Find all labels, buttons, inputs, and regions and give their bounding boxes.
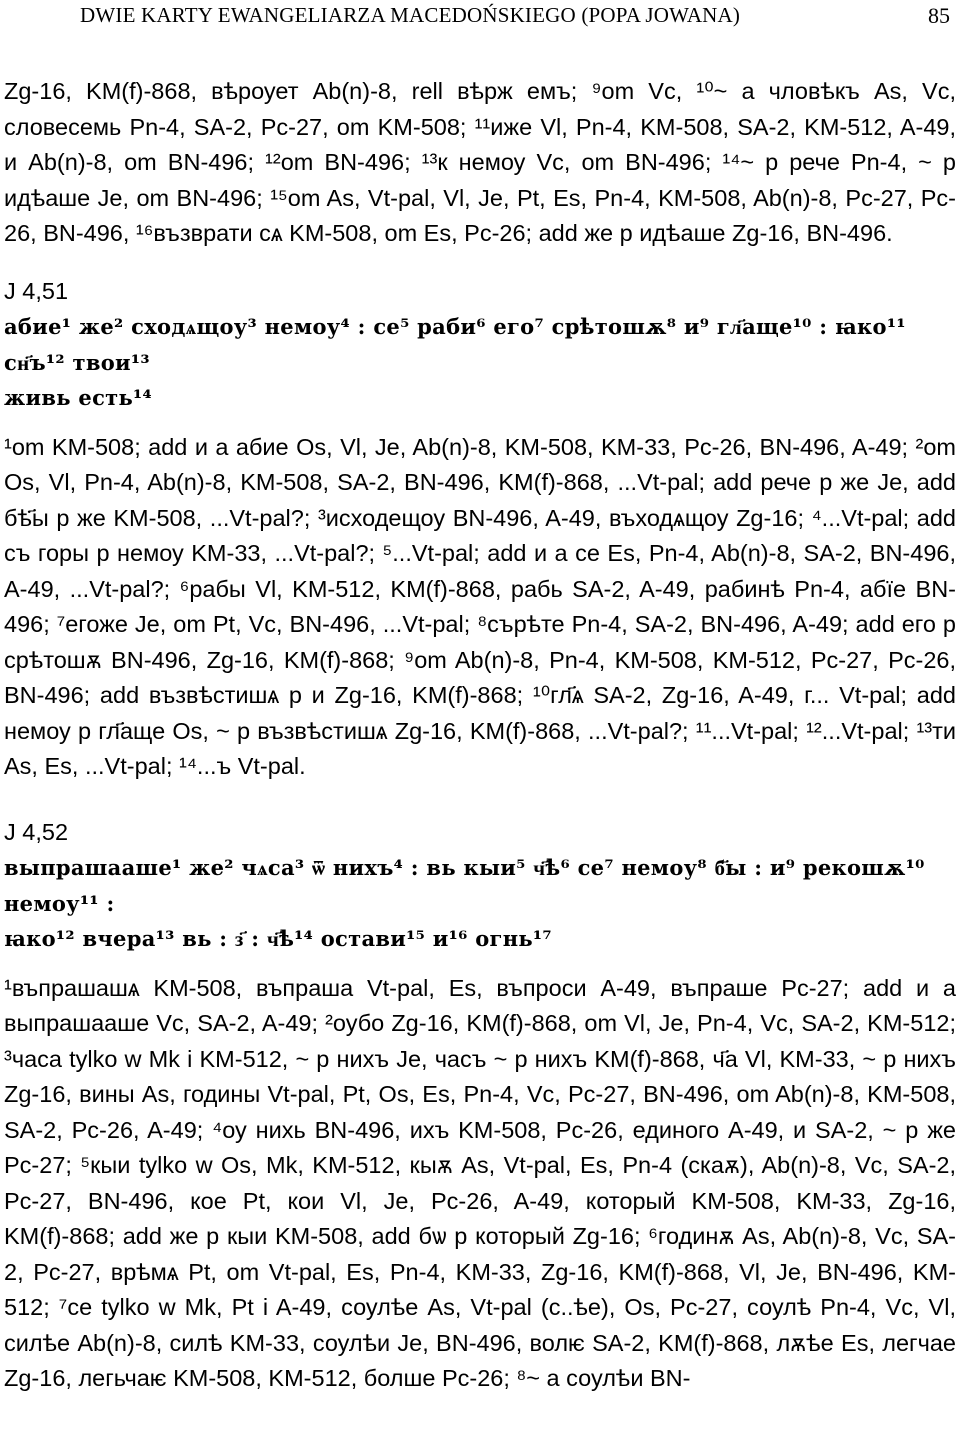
running-title: DWIE KARTY EWANGELIARZA MACEDOŃSKIEGO (POPA JOWANA) <box>80 3 741 27</box>
church-slavonic-line: абие¹ же² сходѧщоу³ немоу⁴ : се⁵ раби⁶ его⁷ срѣтошѫ⁸ и⁹ гл҃аще¹⁰ : ꙗко¹¹ сн҃ъ¹² твои¹³ <box>4 314 906 375</box>
variant-apparatus: ¹om KM-508; add и а абие Os, Vl, Je, Ab(n)-8, KM-508, KM-33, Pc-26, BN-496, A-49; ²om Os, Vl, Pn-4, Ab(n)-8, KM-508, SA-2, BN-496, KM(f)-868, ...Vt-pal; add рече р же Je, add бѣ҃ы р же KM-508, ...Vt-pal?; ³исходещоу BN-496, A-49, въходѧщоу Zg-16; ⁴...Vt-pal; add съ горы р немоу KM-33, ...Vt-pal?; ⁵...Vt-pal; add и а се Es, Pn-4, Ab(n)-8, SA-2, BN-496, A-49, ...Vt-pal?; ⁶рабы Vl, KM-512, KM(f)-868, рабь SA-2, A-49, рабинѣ Pn-4, абїе BN-496; ⁷егоже Je, om Pt, Vc, BN-496, ...Vt-pal; ⁸сърѣте Pn-4, SA-2, BN-496, A-49; add его р срѣтошѫ BN-496, Zg-16, KM(f)-868; ⁹om Ab(n)-8, Pn-4, KM-508, KM-512, Pc-27, Pc-26, BN-496; add възвѣстишѧ р и Zg-16, KM(f)-868; ¹⁰гл҃ѧ SA-2, Zg-16, A-49, г... Vt-pal; add немоу р гл҃аще Os, ~ р възвѣстишѧ Zg-16, KM(f)-868, ...Vt-pal?; ¹¹...Vt-pal; ¹²...Vt-pal; ¹³ти As, Es, ...Vt-pal; ¹⁴...ъ Vt-pal. <box>4 433 956 779</box>
church-slavonic-line: выпрашааше¹ же² чѧса³ ѿ нихъ⁴ : вь кыи⁵ ч҃ѣ⁶ се⁷ немоу⁸ б҃ы : и⁹ рекошѫ¹⁰ немоу¹¹ : <box>4 855 925 916</box>
page-header <box>0 3 960 35</box>
verse-reference: J 4,52 <box>4 818 69 845</box>
page-content <box>4 74 956 1397</box>
variant-apparatus: ¹въпрашашѧ KM-508, въпраша Vt-pal, Es, въпроси A-49, въпраше Pc-27; add и а выпрашааше Vc, SA-2, A-49; ²оубо Zg-16, KM(f)-868, om Vl, Je, Pn-4, Vc, SA-2, KM-512; ³часа tylko w Mk i KM-512, ~ р нихъ Je, часъ ~ р нихъ KM(f)-868, ч҃а Vl, KM-33, ~ р нихъ Zg-16, вины As, годины Vt-pal, Pt, Os, Es, Pn-4, Vc, Pc-27, BN-496, om Ab(n)-8, KM-508, SA-2, Pc-26, A-49; ⁴оу нихь BN-496, ихъ KM-508, Pc-26, единого A-49, и SA-2, ~ р же Pc-27; ⁵кыи tylko w Os, Mk, KM-512, кыѫ As, Vt-pal, Es, Pn-4 (скаѫ), Ab(n)-8, Vc, SA-2, Pc-27, BN-496, кое Pt, кои Vl, Je, Pc-26, A-49, который KM-508, KM-33, Zg-16, KM(f)-868; add же р кыи KM-508, add бѡ р который Zg-16; ⁶годинѫ As, Ab(n)-8, Vc, SA-2, Pc-27, врѣмѧ Pt, om Vt-pal, Es, Pn-4, KM-33, Zg-16, KM(f)-868, Vl, Je, BN-496, KM-512; ⁷се tylko w Mk, Pt i A-49, соулѣе As, Vt-pal (с..ѣе), Os, Pc-27, соулѣ Pn-4, Vc, Vl, силѣе Ab(n)-8, силѣ KM-33, соулѣи Je, BN-496, волѥ SA-2, KM(f)-868, лѫѣе Es, легчае Zg-16, легьчаѥ KM-508, KM-512, болше Pc-26; ⁸~ а соулѣи BN- <box>4 974 956 1391</box>
verse-block-j-4-51 <box>4 274 956 785</box>
church-slavonic-line: живь есть¹⁴ <box>4 385 153 410</box>
page-number: 85 <box>928 3 950 28</box>
verse-reference: J 4,51 <box>4 277 69 304</box>
apparatus-continuation: Zg-16, KM(f)-868, вѣроует Ab(n)-8, rell вѣрж емъ; ⁹om Vc, ¹⁰~ а чловѣкъ As, Vc, словесемь Pn-4, SA-2, Pc-27, om KM-508; ¹¹иже Vl, Pn-4, KM-508, SA-2, KM-512, A-49, и Ab(n)-8, om BN-496; ¹²om BN-496; ¹³к немоу Vc, om BN-496; ¹⁴~ р рече Pn-4, ~ р идѣаше Je, om BN-496; ¹⁵om As, Vt-pal, Vl, Je, Pt, Es, Pn-4, KM-508, Ab(n)-8, Pc-27, Pc-26, BN-496, ¹⁶възврати сѧ KM-508, om Es, Pc-26; add же р идѣаше Zg-16, BN-496. <box>4 78 956 246</box>
verse-block-j-4-52 <box>4 815 956 1397</box>
church-slavonic-line: ꙗко¹² вчера¹³ вь : з҃ : ч҃ѣ¹⁴ остави¹⁵ и¹⁶ огнь¹⁷ <box>4 926 552 951</box>
